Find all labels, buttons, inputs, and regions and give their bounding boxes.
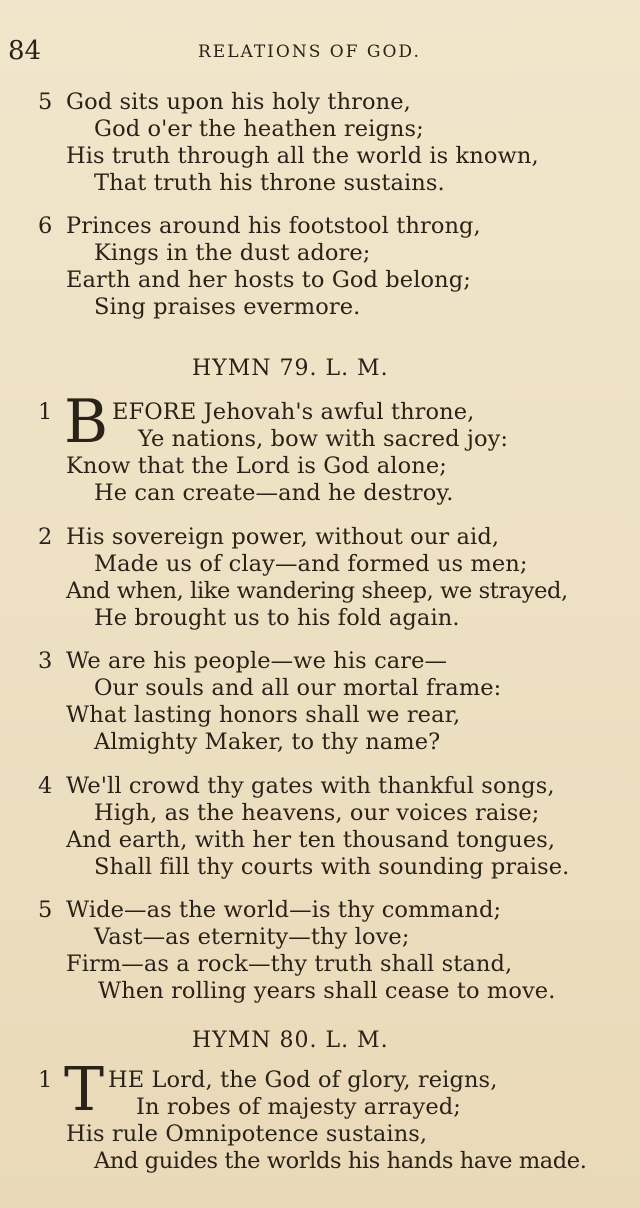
verse-line: We'll crowd thy gates with thankful songs, [66,773,555,799]
drop-cap: B [64,387,109,457]
stanza-number: 1 [38,1067,53,1093]
verse-line [108,1066,497,1094]
verse-line-text: Lord, the God of glory, reigns, [151,1067,498,1093]
drop-cap: T [64,1055,105,1125]
verse-line: Know that the Lord is God alone; [66,453,447,479]
verse-line: God o'er the heathen reigns; [94,116,424,142]
page-header [0,36,640,66]
verse-line: God sits upon his holy throne, [66,89,411,115]
verse-line: That truth his throne sustains. [94,170,445,196]
verse-line: His rule Omnipotence sustains, [66,1121,428,1147]
verse-line: High, as the heavens, our voices raise; [94,800,540,826]
page-number: 84 [8,36,42,66]
stanza-number: 6 [38,213,53,239]
verse-line: Made us of clay—and formed us men; [94,551,528,577]
stanza-number: 5 [38,89,53,115]
verse-line: Vast—as eternity—thy love; [94,924,410,950]
verse-line: Shall fill thy courts with sounding praise. [94,854,570,880]
verse-line: Ye nations, bow with sacred joy: [138,426,509,452]
verse-line: Almighty Maker, to thy name? [94,729,441,755]
verse-line: Wide—as the world—is thy command; [66,897,502,923]
stanza-number: 3 [38,648,53,674]
hymn-title: HYMN 80. L. M. [192,1028,389,1053]
verse-line: His truth through all the world is known, [66,143,539,169]
stanza-number: 4 [38,773,53,799]
verse-line: And earth, with her ten thousand tongues, [66,827,556,853]
hymn-title: HYMN 79. L. M. [192,356,389,381]
verse-line: He can create—and he destroy. [94,480,454,506]
verse-line-text: Jehovah's awful throne, [203,399,475,425]
verse-line: Firm—as a rock—thy truth shall stand, [66,951,513,977]
verse-line: Princes around his footstool throng, [66,213,481,239]
first-word-caps: HE [108,1067,145,1093]
verse-line: Kings in the dust adore; [94,240,371,266]
verse-line: His sovereign power, without our aid, [66,524,500,550]
verse-line [112,398,474,426]
running-head: RELATIONS OF GOD. [198,42,421,62]
verse-line: In robes of majesty arrayed; [136,1094,461,1120]
verse-line: We are his people—we his care— [66,648,448,674]
stanza-number: 5 [38,897,53,923]
verse-line: When rolling years shall cease to move. [98,978,556,1004]
verse-line: Our souls and all our mortal frame: [94,675,502,701]
verse-line: And guides the worlds his hands have made. [94,1148,587,1174]
first-word-caps: EFORE [112,399,197,425]
stanza-number: 1 [38,399,53,425]
verse-line: He brought us to his fold again. [94,605,460,631]
verse-line: Earth and her hosts to God belong; [66,267,471,293]
verse-line: What lasting honors shall we rear, [66,702,461,728]
verse-line: And when, like wandering sheep, we strayed, [66,578,568,604]
verse-line: Sing praises evermore. [94,294,361,320]
stanza-number: 2 [38,524,53,550]
